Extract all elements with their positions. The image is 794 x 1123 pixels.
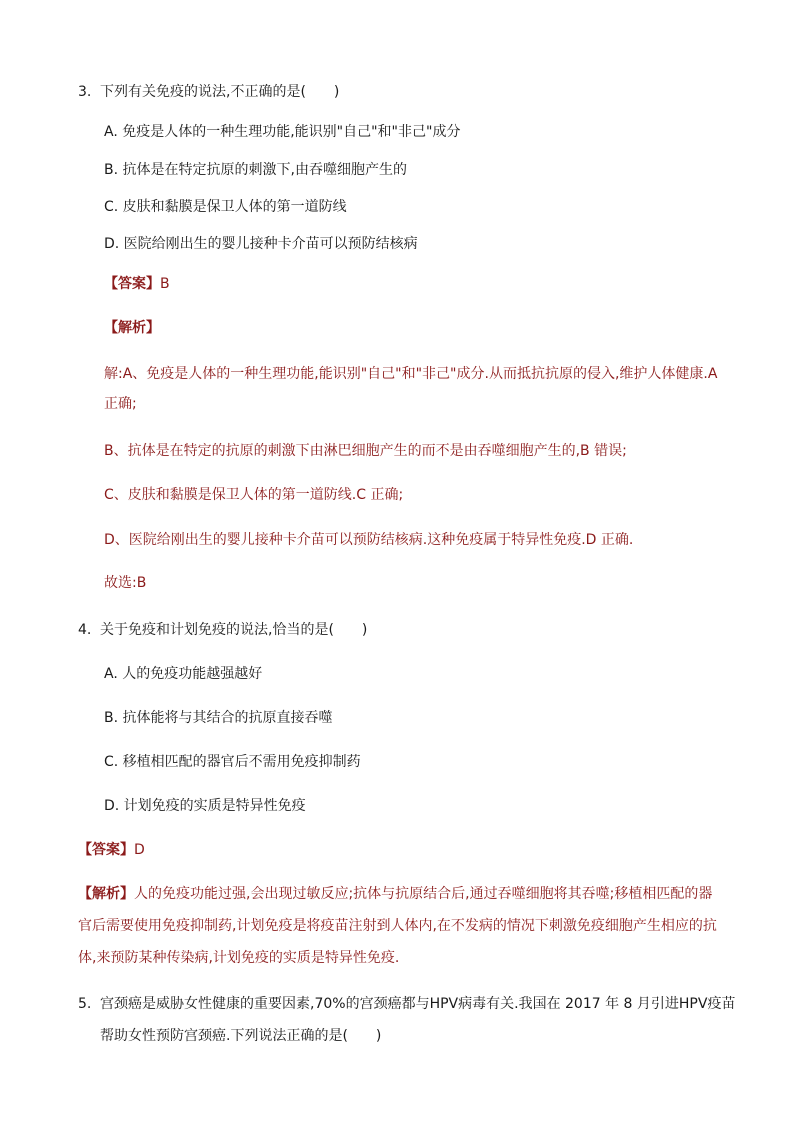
q3-analysis-line-4: C、皮肤和黏膜是保卫人体的第一道防线.C 正确; xyxy=(104,487,404,503)
q3-analysis-line-3: B、抗体是在特定的抗原的刺激下由淋巴细胞产生的而不是由吞噬细胞产生的,B 错误; xyxy=(104,443,627,459)
q4-analysis-line-3: 体,来预防某种传染病,计划免疫的实质是特异性免疫. xyxy=(78,950,400,966)
q3-analysis-line-5: D、医院给刚出生的婴儿接种卡介苗可以预防结核病.这种免疫属于特异性免疫.D 正确. xyxy=(104,532,634,548)
q3-stem: 下列有关免疫的说法,不正确的是( ) xyxy=(100,84,340,100)
q4-answer-value: D xyxy=(134,842,145,858)
q4-analysis-text-1: 人的免疫功能过强,会出现过敏反应;抗体与抗原结合后,通过吞噬细胞将其吞噬;移植相匹配的器 xyxy=(134,886,713,902)
q3-option-a: A. 免疫是人体的一种生理功能,能识别"自己"和"非己"成分 xyxy=(104,124,461,140)
q4-stem: 关于免疫和计划免疫的说法,恰当的是( ) xyxy=(100,622,368,638)
q3-conclusion: 故选:B xyxy=(104,575,147,591)
q4-option-b: B. 抗体能将与其结合的抗原直接吞噬 xyxy=(104,710,333,726)
q4-option-c: C. 移植相匹配的器官后不需用免疫抑制药 xyxy=(104,754,361,770)
q3-answer-label: 【答案】 xyxy=(104,276,160,292)
q4-answer-label: 【答案】 xyxy=(78,842,134,858)
q4-option-d: D. 计划免疫的实质是特异性免疫 xyxy=(104,798,306,814)
q4-option-a: A. 人的免疫功能越强越好 xyxy=(104,666,263,682)
q4-analysis-line-2: 官后需要使用免疫抑制药,计划免疫是将疫苗注射到人体内,在不发病的情况下刺激免疫细胞产生相应的抗 xyxy=(78,918,717,934)
q4-answer xyxy=(78,840,145,860)
q3-analysis-label: 【解析】 xyxy=(104,320,160,336)
q5-stem-line-1: 宫颈癌是威胁女性健康的重要因素,70%的宫颈癌都与HPV病毒有关.我国在 2017 年 8 月引进HPV疫苗 xyxy=(100,996,736,1012)
q3-analysis-line-2: 正确; xyxy=(104,396,137,412)
q3-option-d: D. 医院给刚出生的婴儿接种卡介苗可以预防结核病 xyxy=(104,236,418,252)
q4-analysis-label: 【解析】 xyxy=(78,886,134,902)
q5-number: 5. xyxy=(78,996,92,1012)
q3-number: 3. xyxy=(78,84,92,100)
q3-answer-value: B xyxy=(160,276,170,292)
q3-option-b: B. 抗体是在特定抗原的刺激下,由吞噬细胞产生的 xyxy=(104,162,407,178)
q3-analysis-line-1: 解:A、免疫是人体的一种生理功能,能识别"自己"和"非己"成分.从而抵抗抗原的侵入,维护人体健康.A xyxy=(104,366,718,382)
q3-option-c: C. 皮肤和黏膜是保卫人体的第一道防线 xyxy=(104,199,347,215)
q5-stem-line-2: 帮助女性预防宫颈癌.下列说法正确的是( ) xyxy=(100,1028,382,1044)
q3-answer xyxy=(104,274,170,294)
q4-analysis-line-1 xyxy=(78,884,712,904)
q4-number: 4. xyxy=(78,622,92,638)
